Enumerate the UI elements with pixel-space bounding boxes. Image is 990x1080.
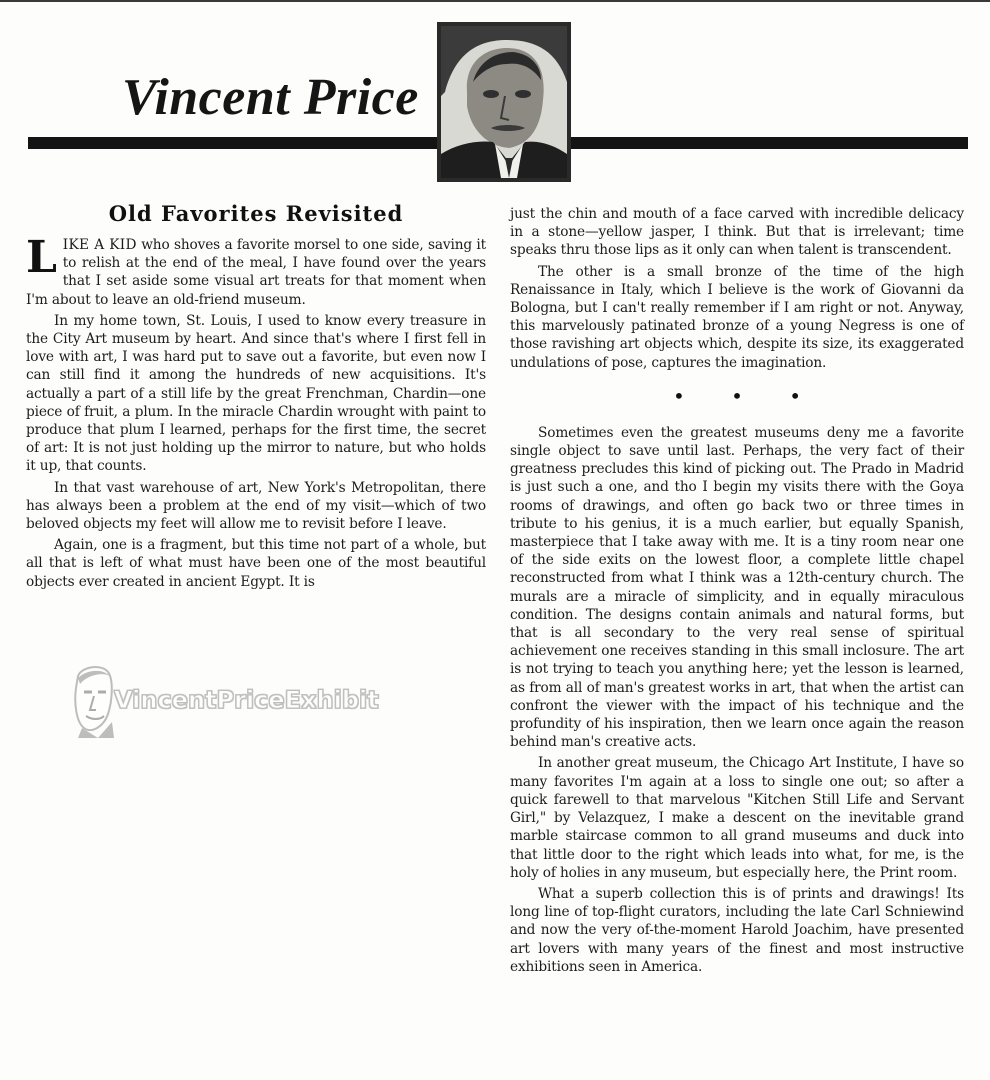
top-border-rule — [0, 0, 990, 2]
right-column — [510, 205, 964, 976]
article-headline: Old Favorites Revisited — [108, 201, 404, 226]
body-paragraph: In my home town, St. Louis, I used to know every treasure in the City Art museum by heart. And since that's where I first fell in love with art, I was hard put to save out a favorite, but even now I can still find it among the hundreds of new acquisitions. It's actually a part of a still life by the great Frenchman, Chardin—one piece of fruit, a plum. In the miracle Chardin wrought with paint to produce that plum I learned, perhaps for the first time, the secret of art: It is not just holding up the mirror to nature, but who holds it up, that counts. — [26, 312, 486, 475]
drop-cap: L — [26, 232, 57, 283]
watermark — [68, 662, 398, 738]
author-portrait — [437, 22, 571, 182]
body-paragraph: Again, one is a fragment, but this time not part of a whole, but all that is left of what must have been one of the most beautiful objects ever created in ancient Egypt. It is — [26, 537, 486, 590]
body-paragraph: In that vast warehouse of art, New York's Metropolitan, there has always been a problem at the end of my visit—which of two beloved objects my feet will allow me to revisit before I leave. — [26, 479, 486, 533]
section-separator: • • • — [672, 383, 822, 408]
lead-paragraph — [26, 232, 486, 309]
body-paragraph: just the chin and mouth of a face carved with incredible delicacy in a stone—yellow jasper, I think. But that is irrelevant; time speaks thru those lips as it only can when talent is transcendent. — [510, 206, 964, 259]
watermark-text: VincentPriceExhibit — [114, 686, 379, 714]
author-portrait-photo — [437, 22, 571, 182]
body-paragraph: Sometimes even the greatest museums deny me a favorite single object to save until last. Perhaps, the very fact of their greatness precludes this kind of picking out. The Prado in Madrid is just such a one, and tho I begin my visits there with the Goya rooms of drawings, and often go back two or three times in tribute to his genius, it is a much earlier, but equally Spanish, masterpiece that I take away with me. It is a tiny room near one of the side exits on the lowest floor, a complete little chapel reconstructed from what I think was a 12th-century church. The murals are a miracle of simplicity, and in equally miraculous condition. The designs contain animals and natural forms, but that is all secondary to the very real sense of spiritual achievement one receives standing in this small inclosure. The art is not trying to teach you anything here; yet the lesson is learned, as from all of man's greatest works in art, that when the artist can confront the viewer with the impact of his technique and the profundity of his inspiration, then we learn once again the reason behind man's creative acts. — [510, 424, 964, 751]
lead-text: who shoves a favorite morsel to one side, saving it to relish at the end of the meal, I have found over the years that I set aside some visual art treats for that moment when I'm about to leave an old-friend museum. — [26, 237, 486, 308]
lead-in-caps: IKE A KID — [62, 237, 137, 253]
column-title: Vincent Price — [122, 69, 419, 126]
body-paragraph: What a superb collection this is of prints and drawings! Its long line of top-flight curators, including the late Carl Schniewind and now the very of-the-moment Harold Joachim, have presented art lovers with many years of the finest and most instructive exhibitions seen in America. — [510, 885, 964, 975]
caricature-face-icon — [68, 662, 118, 738]
body-paragraph: In another great museum, the Chicago Art Institute, I have so many favorites I'm again at a loss to single one out; so after a quick farewell to that marvelous "Kitchen Still Life and Servant Girl," by Velazquez, I make a descent on the inevitable grand marble staircase common to all grand museums and duck into that little door to the right which leads into what, for me, is the holy of holies in any museum, but especially here, the Print room. — [510, 755, 964, 881]
left-column — [26, 200, 486, 591]
body-paragraph: The other is a small bronze of the time of the high Renaissance in Italy, which I believe is the work of Giovanni da Bologna, but I can't really remember if I am right or not. Anyway, this marvelously patinated bronze of a young Negress is one of those ravishing art objects which, despite its size, its exaggerated undulations of pose, captures the imagination. — [510, 263, 964, 371]
